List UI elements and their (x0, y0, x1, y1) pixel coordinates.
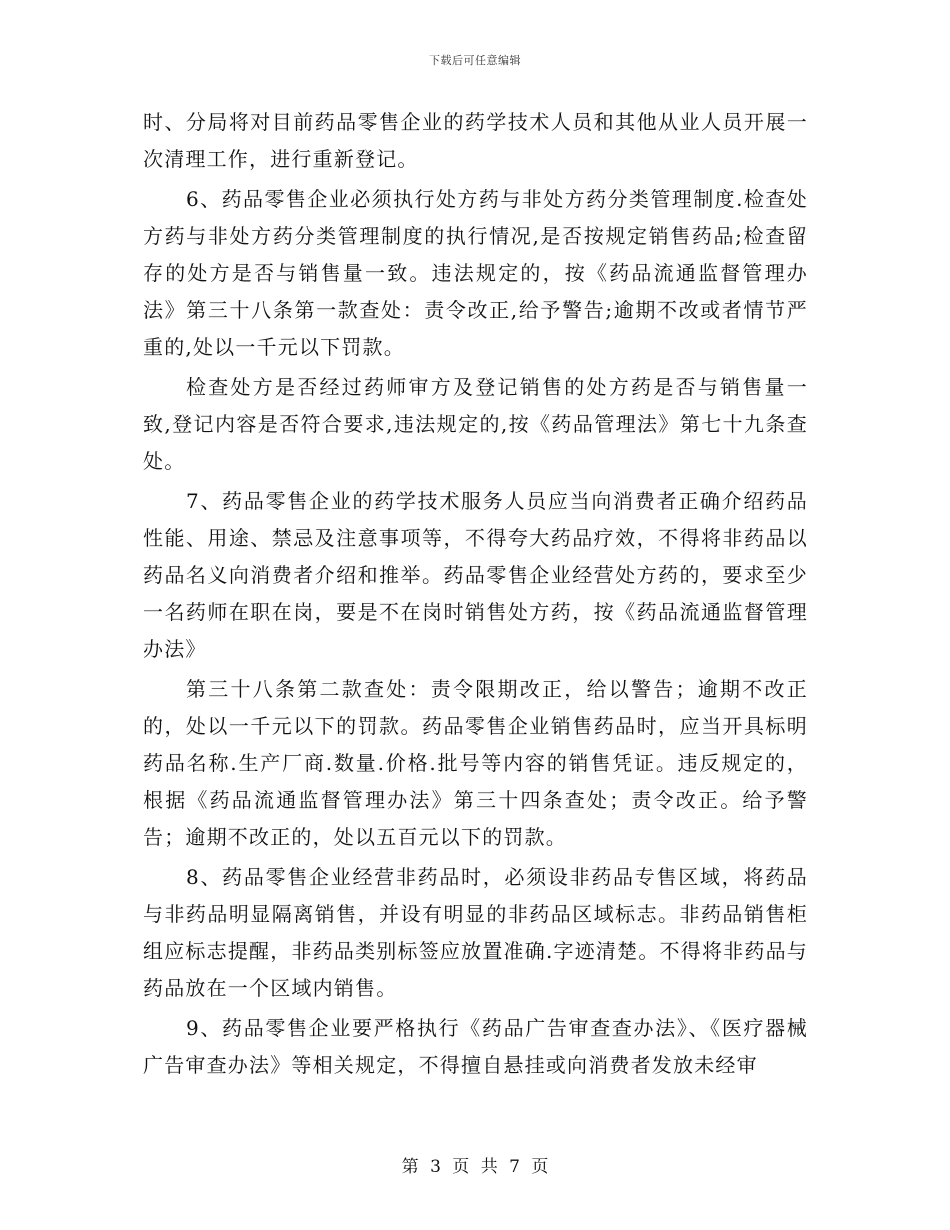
page-header: 下载后可任意编辑 (429, 54, 521, 67)
paragraph: 第三十八条第二款查处：责令限期改正，给以警告；逾期不改正的，处以一千元以下的罚款。药品零售企业销售药品时，应当开具标明药品名称.生产厂商.数量.价格.批号等内容的销售凭证。违反规定的，根据《药品流通监督管理办法》第三十四条查处；责令改正。给予警告；逾期不改正的，处以五百元以下的罚款。 (143, 677, 808, 849)
paragraph: 7、药品零售企业的药学技术服务人员应当向消费者正确介绍药品性能、用途、禁忌及注意事项等，不得夸大药品疗效，不得将非药品以药品名义向消费者介绍和推举。药品零售企业经营处方药的，要求至少一名药师在职在岗，要是不在岗时销售处方药，按《药品流通监督管理办法》 (143, 489, 808, 661)
page-number: 第 3 页 共 7 页 (401, 1157, 549, 1177)
paragraph: 9、药品零售企业要严格执行《药品广告审查查办法》、《医疗器械广告审查办法》等相关规定，不得擅自悬挂或向消费者发放未经审 (143, 1016, 808, 1077)
paragraph: 时、分局将对目前药品零售企业的药学技术人员和其他从业人员开展一次清理工作，进行重新登记。 (143, 110, 808, 171)
paragraph: 检查处方是否经过药师审方及登记销售的处方药是否与销售量一致,登记内容是否符合要求,违法规定的,按《药品管理法》第七十九条查处。 (143, 375, 808, 473)
paragraph: 6、药品零售企业必须执行处方药与非处方药分类管理制度.检查处方药与非处方药分类管理制度的执行情况,是否按规定销售药品;检查留存的处方是否与销售量一致。违法规定的，按《药品流通监督管理办法》第三十八条第一款查处：责令改正,给予警告;逾期不改或者情节严重的,处以一千元以下罚款。 (143, 187, 808, 359)
document-body (143, 104, 808, 1087)
paragraph: 8、药品零售企业经营非药品时，必须设非药品专售区域，将药品与非药品明显隔离销售，并设有明显的非药品区域标志。非药品销售柜组应标志提醒，非药品类别标签应放置准确.字迹清楚。不得将非药品与药品放在一个区域内销售。 (143, 865, 808, 1000)
